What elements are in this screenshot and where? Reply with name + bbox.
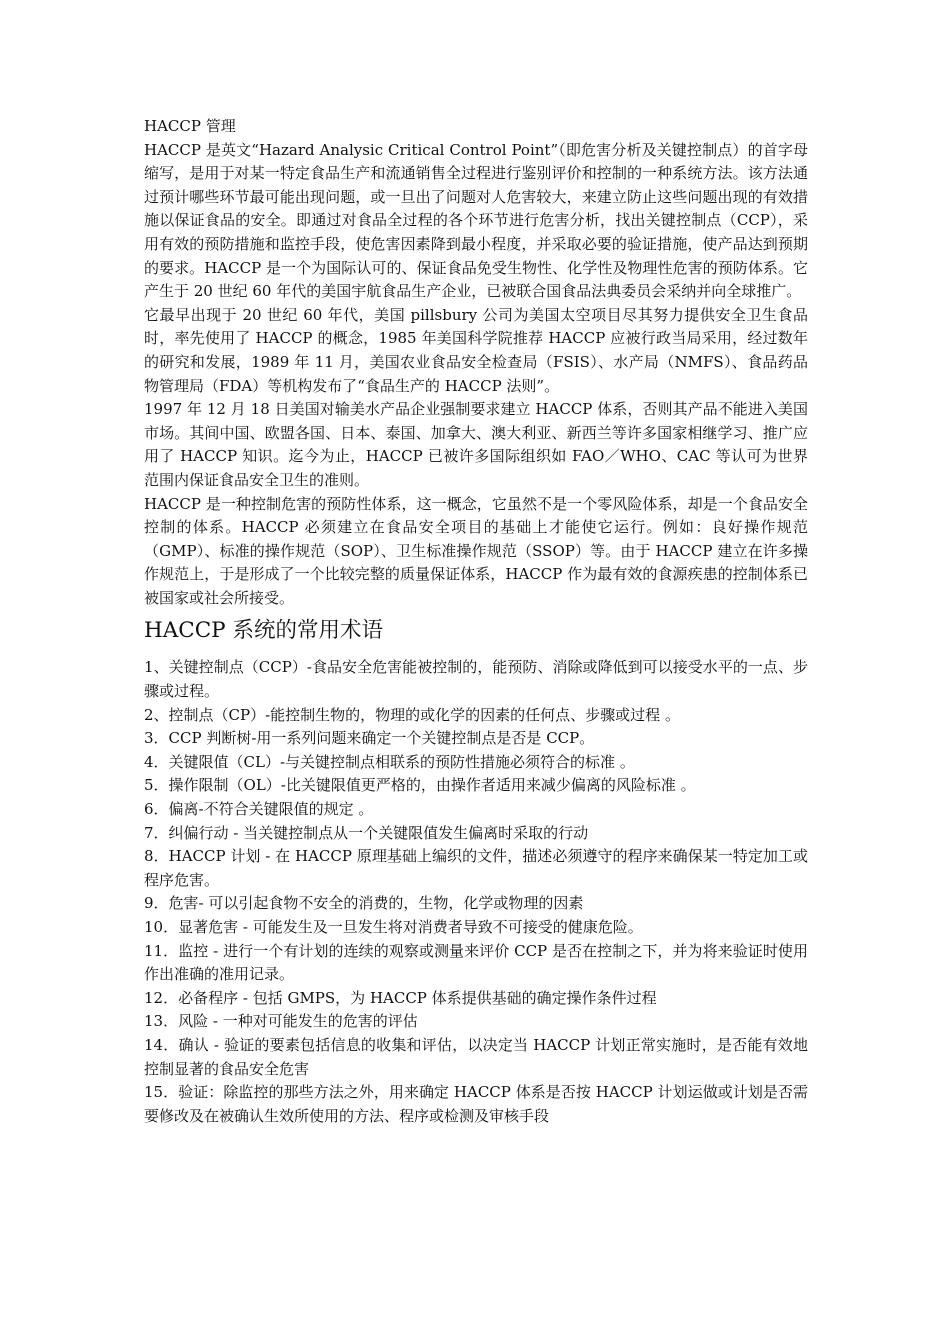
term-item: 6．偏离-不符合关键限值的规定 。: [144, 800, 374, 819]
term-item: 13．风险 - 一种对可能发生的危害的评估: [144, 1012, 418, 1031]
term-item: 7．纠偏行动 - 当关键控制点从一个关键限值发生偏离时采取的行动: [144, 823, 589, 842]
term-item: 4．关键限值（CL）-与关键控制点相联系的预防性措施必须符合的标准 。: [144, 752, 635, 771]
term-item: 5．操作限制（OL）-比关键限值更严格的，由操作者适用来减少偏离的风险标准 。: [144, 776, 696, 795]
history-paragraph: 它最早出现于 20 世纪 60 年代，美国 pillsbury 公司为美国太空项目尽其努力提供安全卫生食品时，率先使用了 HACCP 的概念，1985 年美国科学院推荐 HACCP 应被行政当局采用，经过数年的研究和发展，1989 年 11 月，美国农业食品安全检查局（FSIS）、水产局（NMFS）、食品药品物管理局（FDA）等机构发布了“食品生产的 HACCP 法则”。: [144, 305, 808, 395]
term-item: 3．CCP 判断树-用一系列问题来确定一个关键控制点是否是 CCP。: [144, 729, 595, 748]
term-item: 1、关键控制点（CCP）-食品安全危害能被控制的，能预防、消除或降低到可以接受水平的一点、步骤或过程。: [144, 658, 808, 701]
term-item: 9．危害- 可以引起食物不安全的消费的，生物，化学或物理的因素: [144, 894, 584, 913]
definition-paragraph: HACCP 是一种控制危害的预防性体系，这一概念，它虽然不是一个零风险体系，却是一个食品安全控制的体系。HACCP 必须建立在食品安全项目的基础上才能使它运行。例如：良好操作规范（GMP）、标准的操作规范（SOP）、卫生标准操作规范（SSOP）等。由于 HACCP 建立在许多操作规范上，于是形成了一个比较完整的质量保证体系，HACCP 作为最有效的食源疾患的控制体系已被国家或社会所接受。: [144, 494, 808, 607]
term-item: 15．验证：除监控的那些方法之外，用来确定 HACCP 体系是否按 HACCP 计划运做或计划是否需要修改及在被确认生效所使用的方法、程序或检测及审核手段: [144, 1083, 808, 1125]
intro-paragraph: HACCP 是英文“Hazard Analysic Critical Control Point”（即危害分析及关键控制点）的首字母缩写，是用于对某一特定食品生产和流通销售全过程进行鉴别评价和控制的一种系统方法。该方法通过预计哪些环节最可能出现问题，或一旦出了问题对人危害较大，来建立防止这些问题出现的有效措施以保证食品的安全。即通过对食品全过程的各个环节进行危害分析，找出关键控制点（CCP），采用有效的预防措施和监控手段，使危害因素降到最小程度，并采取必要的验证措施，使产品达到预期的要求。HACCP 是一个为国际认可的、保证食品免受生物性、化学性及物理性危害的预防体系。它产生于 20 世纪 60 年代的美国宇航食品生产企业，已被联合国食品法典委员会采纳并向全球推广。: [144, 140, 808, 301]
term-item: 14．确认 - 验证的要素包括信息的收集和评估，以决定当 HACCP 计划正常实施时，是否能有效地控制显著的食品安全危害: [144, 1035, 808, 1078]
term-item: 10．显著危害 - 可能发生及一旦发生将对消费者导致不可接受的健康危险。: [144, 918, 643, 936]
adoption-paragraph: 1997 年 12 月 18 日美国对输美水产品企业强制要求建立 HACCP 体系，否则其产品不能进入美国市场。其间中国、欧盟各国、日本、泰国、加拿大、澳大利亚、新西兰等许多国家相继学习、推广应用了 HACCP 知识。迄今为止，HACCP 已被许多国际组织如 FAO／WHO、CAC 等认可为世界范围内保证食品安全卫生的准则。: [144, 400, 808, 489]
term-item: 2、控制点（CP）-能控制生物的，物理的或化学的因素的任何点、步骤或过程 。: [144, 705, 680, 724]
term-item: 12．必备程序 - 包括 GMPS，为 HACCP 体系提供基础的确定操作条件过程: [144, 988, 657, 1007]
document-page: [144, 115, 808, 1128]
section-title: HACCP 系统的常用术语: [144, 618, 383, 644]
terms-list: [144, 656, 808, 1128]
term-item: 11．监控 - 进行一个有计划的连续的观察或测量来评价 CCP 是否在控制之下，并为将来验证时使用作出准确的准用记录。: [144, 941, 808, 984]
document-title: HACCP 管理: [144, 117, 236, 135]
term-item: 8．HACCP 计划 - 在 HACCP 原理基础上编织的文件，描述必须遵守的程序来确保某一特定加工或程序危害。: [144, 847, 808, 889]
